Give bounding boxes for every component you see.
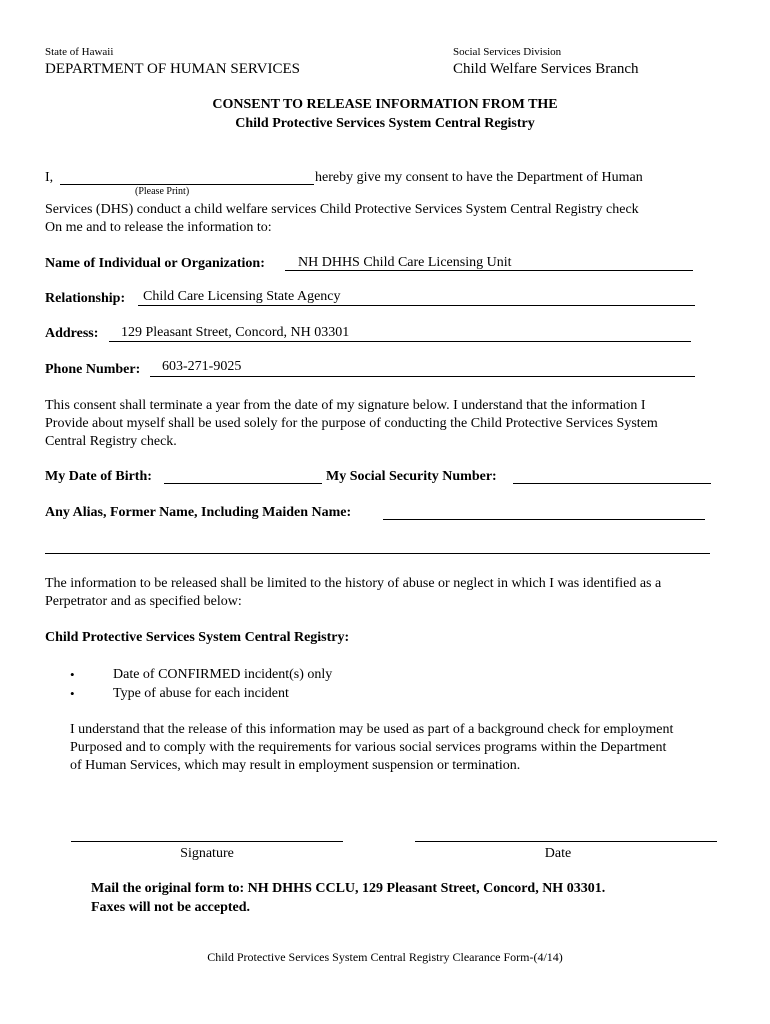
consent-prefix: I, [45,170,54,185]
alias-field[interactable] [383,519,705,520]
registry-item: Date of CONFIRMED incident(s) only [113,667,333,682]
mail-instructions: Mail the original form to: NH DHHS CCLU, 129 Pleasant Street, Concord, NH 03301. [91,881,606,896]
limited-line2: Perpetrator and as specified below: [45,594,242,609]
registry-heading: Child Protective Services System Central Registry: [45,630,350,645]
address-field-value: 129 Pleasant Street, Concord, NH 03301 [121,325,350,340]
ssn-label: My Social Security Number: [326,469,497,484]
address-field-line[interactable] [109,341,691,342]
form-title-line1: CONSENT TO RELEASE INFORMATION FROM THE [212,97,558,112]
ssn-field[interactable] [513,483,711,484]
understand-line3: of Human Services, which may result in employment suspension or termination. [70,758,521,773]
form-title-line2: Child Protective Services System Central Registry [235,116,535,131]
alias-label: Any Alias, Former Name, Including Maiden Name: [45,505,352,520]
terminate-line3: Central Registry check. [45,434,177,449]
print-name-field[interactable] [60,184,314,185]
bullet-icon: • [70,667,75,682]
bullet-icon: • [70,686,75,701]
name-label: Name of Individual or Organization: [45,256,265,271]
name-field-value: NH DHHS Child Care Licensing Unit [298,255,512,270]
limited-line1: The information to be released shall be limited to the history of abuse or neglect in which I was identified as a [45,576,662,591]
terminate-line2: Provide about myself shall be used solely for the purpose of conducting the Child Protective Services System [45,416,658,431]
header-department: DEPARTMENT OF HUMAN SERVICES [45,61,301,77]
relationship-label: Relationship: [45,291,126,306]
header-division: Social Services Division [453,46,562,58]
relationship-field-value: Child Care Licensing State Agency [143,289,341,304]
header-branch: Child Welfare Services Branch [453,61,639,77]
phone-field-value: 603-271-9025 [162,359,242,374]
consent-suffix: hereby give my consent to have the Department of Human [315,170,643,185]
understand-line2: Purposed and to comply with the requirements for various social services programs within the Department [70,740,667,755]
phone-field-line[interactable] [150,376,695,377]
alias-field-continuation[interactable] [45,553,710,554]
fax-notice: Faxes will not be accepted. [91,900,251,915]
dob-field[interactable] [164,483,322,484]
signature-label: Signature [180,846,234,861]
consent-line3: On me and to release the information to: [45,220,272,235]
form-footer: Child Protective Services System Central Registry Clearance Form-(4/14) [207,950,563,964]
consent-line2: Services (DHS) conduct a child welfare services Child Protective Services System Central Registry check [45,202,639,217]
registry-item: Type of abuse for each incident [113,686,289,701]
date-field[interactable] [415,841,717,842]
print-hint: (Please Print) [135,186,190,197]
phone-label: Phone Number: [45,362,141,377]
understand-line1: I understand that the release of this information may be used as part of a background check for employment [70,722,674,737]
terminate-line1: This consent shall terminate a year from the date of my signature below. I understand that the information I [45,398,646,413]
relationship-field-line[interactable] [138,305,695,306]
dob-label: My Date of Birth: [45,469,152,484]
signature-field[interactable] [71,841,343,842]
header-state: State of Hawaii [45,46,114,58]
address-label: Address: [45,326,99,341]
date-label: Date [544,846,572,861]
